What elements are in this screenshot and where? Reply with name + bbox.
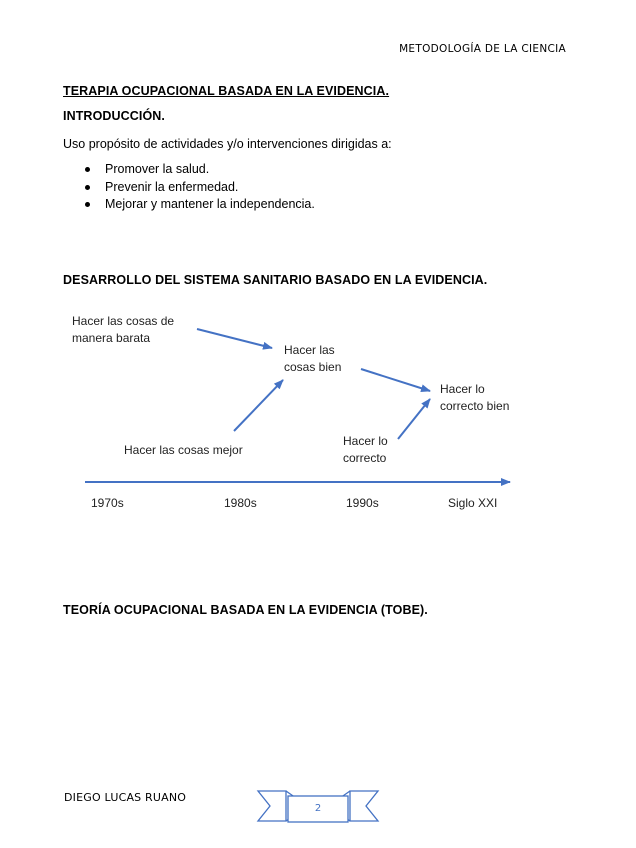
arrow-mejor-to-bien	[234, 380, 283, 431]
bullet-text: Promover la salud.	[105, 162, 210, 176]
node-barata-line1: Hacer las cosas de	[72, 314, 175, 328]
bullet-icon	[85, 167, 90, 172]
node-mejor: Hacer las cosas mejor	[124, 443, 243, 457]
section-heading-tobe: TEORÍA OCUPACIONAL BASADA EN LA EVIDENCIA (TOBE).	[63, 603, 428, 617]
node-correcto-line1: Hacer lo	[343, 434, 388, 448]
bullet-list	[83, 161, 315, 214]
node-correcto-line2: correcto	[343, 451, 387, 465]
list-item	[83, 161, 315, 179]
bullet-text: Prevenir la enfermedad.	[105, 179, 239, 194]
intro-text: Uso propósito de actividades y/o intervenciones dirigidas a:	[63, 137, 392, 151]
header-course: METODOLOGÍA DE LA CIENCIA	[399, 43, 566, 55]
intro-heading: INTRODUCCIÓN.	[63, 109, 165, 123]
node-correcto-bien-line1: Hacer lo	[440, 382, 485, 396]
list-item	[83, 179, 315, 197]
footer-author: DIEGO LUCAS RUANO	[64, 791, 187, 804]
timeline-label-1980s: 1980s	[224, 496, 257, 510]
timeline-label-siglo-xxi: Siglo XXI	[448, 496, 498, 510]
node-bien-line1: Hacer las	[284, 343, 335, 357]
node-bien-line2: cosas bien	[284, 360, 342, 374]
arrow-bien-to-correcto-bien	[361, 369, 430, 391]
node-correcto-bien-line2: correcto bien	[440, 399, 510, 413]
node-barata-line2: manera barata	[72, 331, 151, 345]
timeline-label-1970s: 1970s	[91, 496, 124, 510]
document-title: TERAPIA OCUPACIONAL BASADA EN LA EVIDENCIA.	[63, 84, 390, 98]
evolution-diagram	[60, 300, 540, 530]
section-heading-desarrollo: DESARROLLO DEL SISTEMA SANITARIO BASADO EN LA EVIDENCIA.	[63, 273, 488, 287]
bullet-icon	[85, 185, 90, 190]
page-number: 2	[314, 803, 322, 814]
arrow-correcto-to-correcto-bien	[398, 399, 430, 439]
bullet-icon	[85, 202, 90, 207]
timeline-label-1990s: 1990s	[346, 496, 379, 510]
diagram-svg	[60, 300, 540, 530]
bullet-text: Mejorar y mantener la independencia.	[105, 197, 315, 211]
arrow-barata-to-bien	[197, 329, 272, 348]
list-item	[83, 196, 315, 214]
